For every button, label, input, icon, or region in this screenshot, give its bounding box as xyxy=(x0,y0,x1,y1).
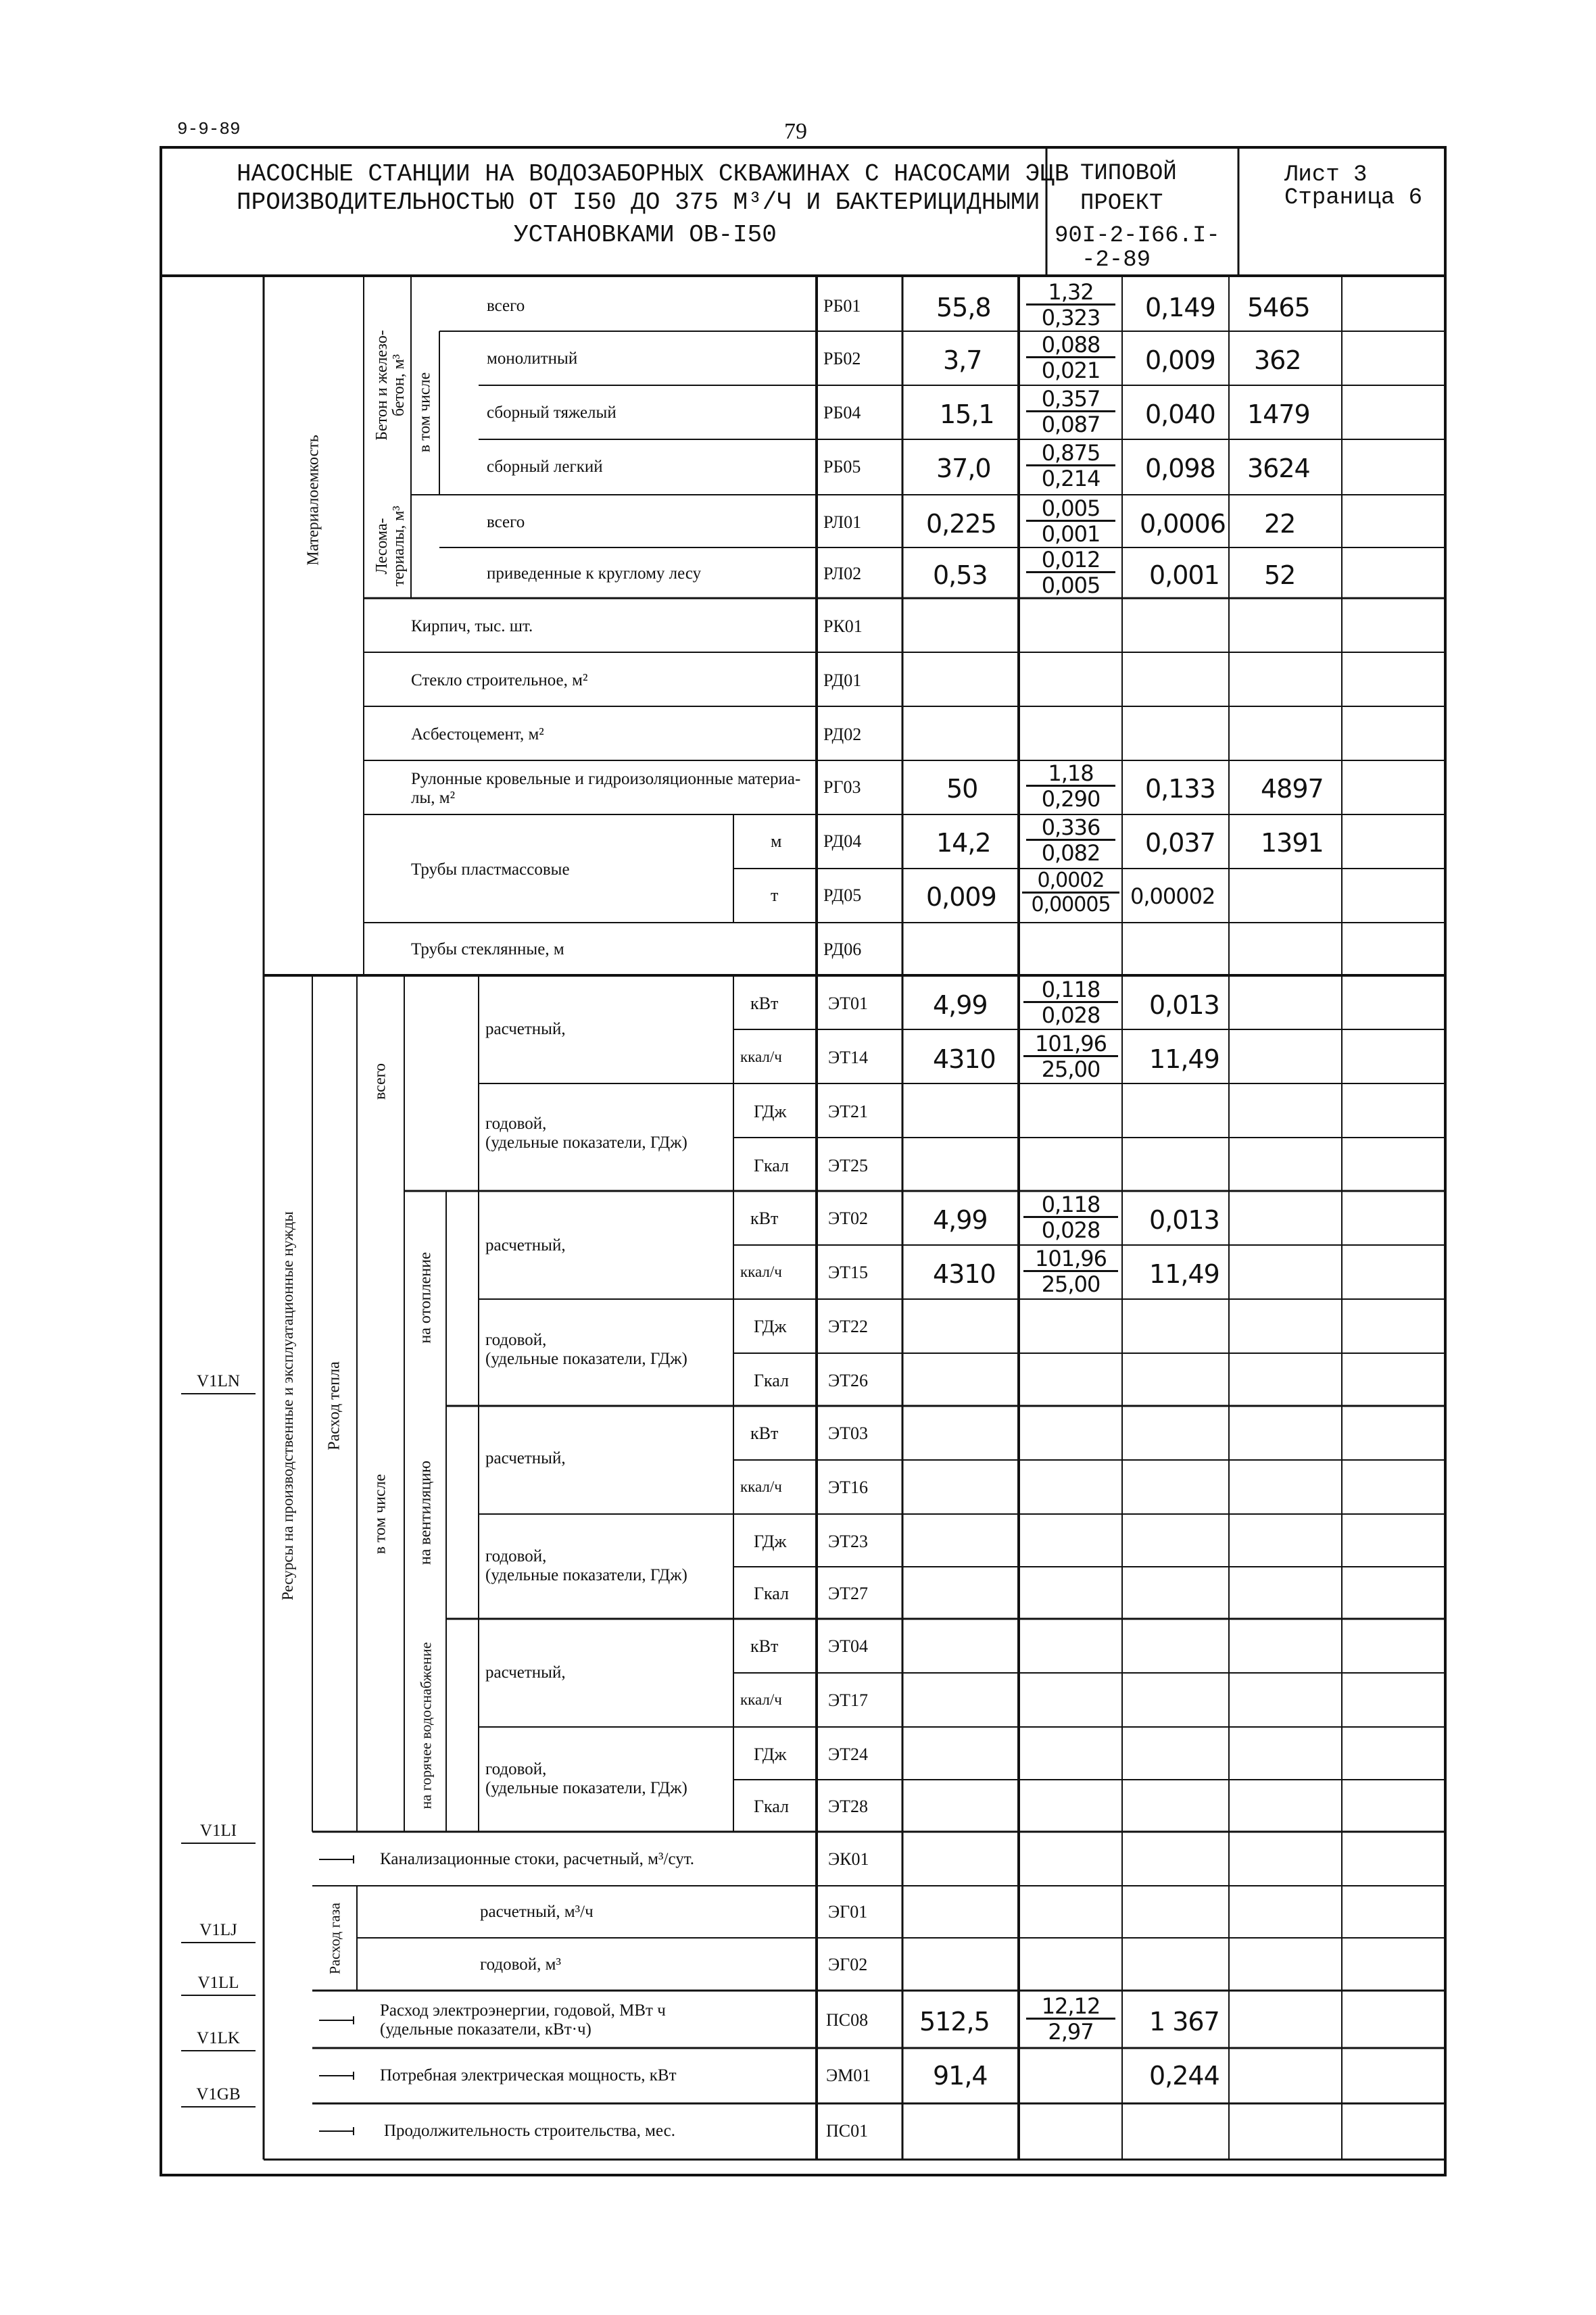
group-label-hot-water: на горячее водоснабжение xyxy=(417,1642,435,1809)
row-arrow xyxy=(319,2130,353,2132)
group-label-heat-incl: в том числе xyxy=(371,1473,389,1555)
side-code: V1GB xyxy=(181,2085,256,2107)
sheet-number: Лист 3 xyxy=(1284,162,1368,188)
group-label-concrete: Бетон и железо-бетон, м³ xyxy=(372,330,408,441)
side-code: V1LJ xyxy=(181,1921,256,1943)
row-arrow xyxy=(319,1859,353,1860)
page-number: 79 xyxy=(784,119,807,144)
project-label-1: ТИПОВОЙ xyxy=(1080,161,1177,187)
title-line-1: НАСОСНЫЕ СТАНЦИИ НА ВОДОЗАБОРНЫХ СКВАЖИНАХ С НАСОСАМИ ЭЦВ xyxy=(237,160,1069,188)
side-code: V1LK xyxy=(181,2029,256,2051)
project-number: 90I-2-I66.I- xyxy=(1055,223,1220,249)
document-code: 9-9-89 xyxy=(177,119,241,139)
group-label-heat: Расход тепла xyxy=(325,1361,343,1451)
title-line-2: ПРОИЗВОДИТЕЛЬНОСТЬЮ ОТ I50 ДО 375 М³/Ч И БАКТЕРИЦИДНЫМИ xyxy=(237,189,1040,216)
group-label-materials: Материалоемкость xyxy=(304,435,322,566)
title-line-3: УСТАНОВКАМИ ОВ-I50 xyxy=(514,221,777,249)
group-label-resources: Ресурсы на производственные и эксплуатационные нужды xyxy=(279,1211,296,1601)
side-code: V1LL xyxy=(181,1974,256,1996)
row-arrow xyxy=(319,2020,353,2021)
group-label-heat-total: всего xyxy=(371,1063,389,1100)
group-label-concrete-incl: в том числе xyxy=(416,372,434,453)
project-number-suffix: -2-89 xyxy=(1082,247,1151,273)
group-label-gas: Расход газа xyxy=(326,1903,343,1974)
group-label-heating: на отопление xyxy=(416,1252,435,1344)
row-arrow xyxy=(319,2075,353,2076)
side-code: V1LI xyxy=(181,1822,256,1844)
side-code: V1LN xyxy=(181,1372,256,1394)
project-label-2: ПРОЕКТ xyxy=(1080,191,1163,216)
group-label-timber: Лесома-териалы, м³ xyxy=(372,506,408,587)
page-label: Страница 6 xyxy=(1284,185,1423,211)
group-label-ventilation: на вентиляцию xyxy=(416,1460,435,1565)
